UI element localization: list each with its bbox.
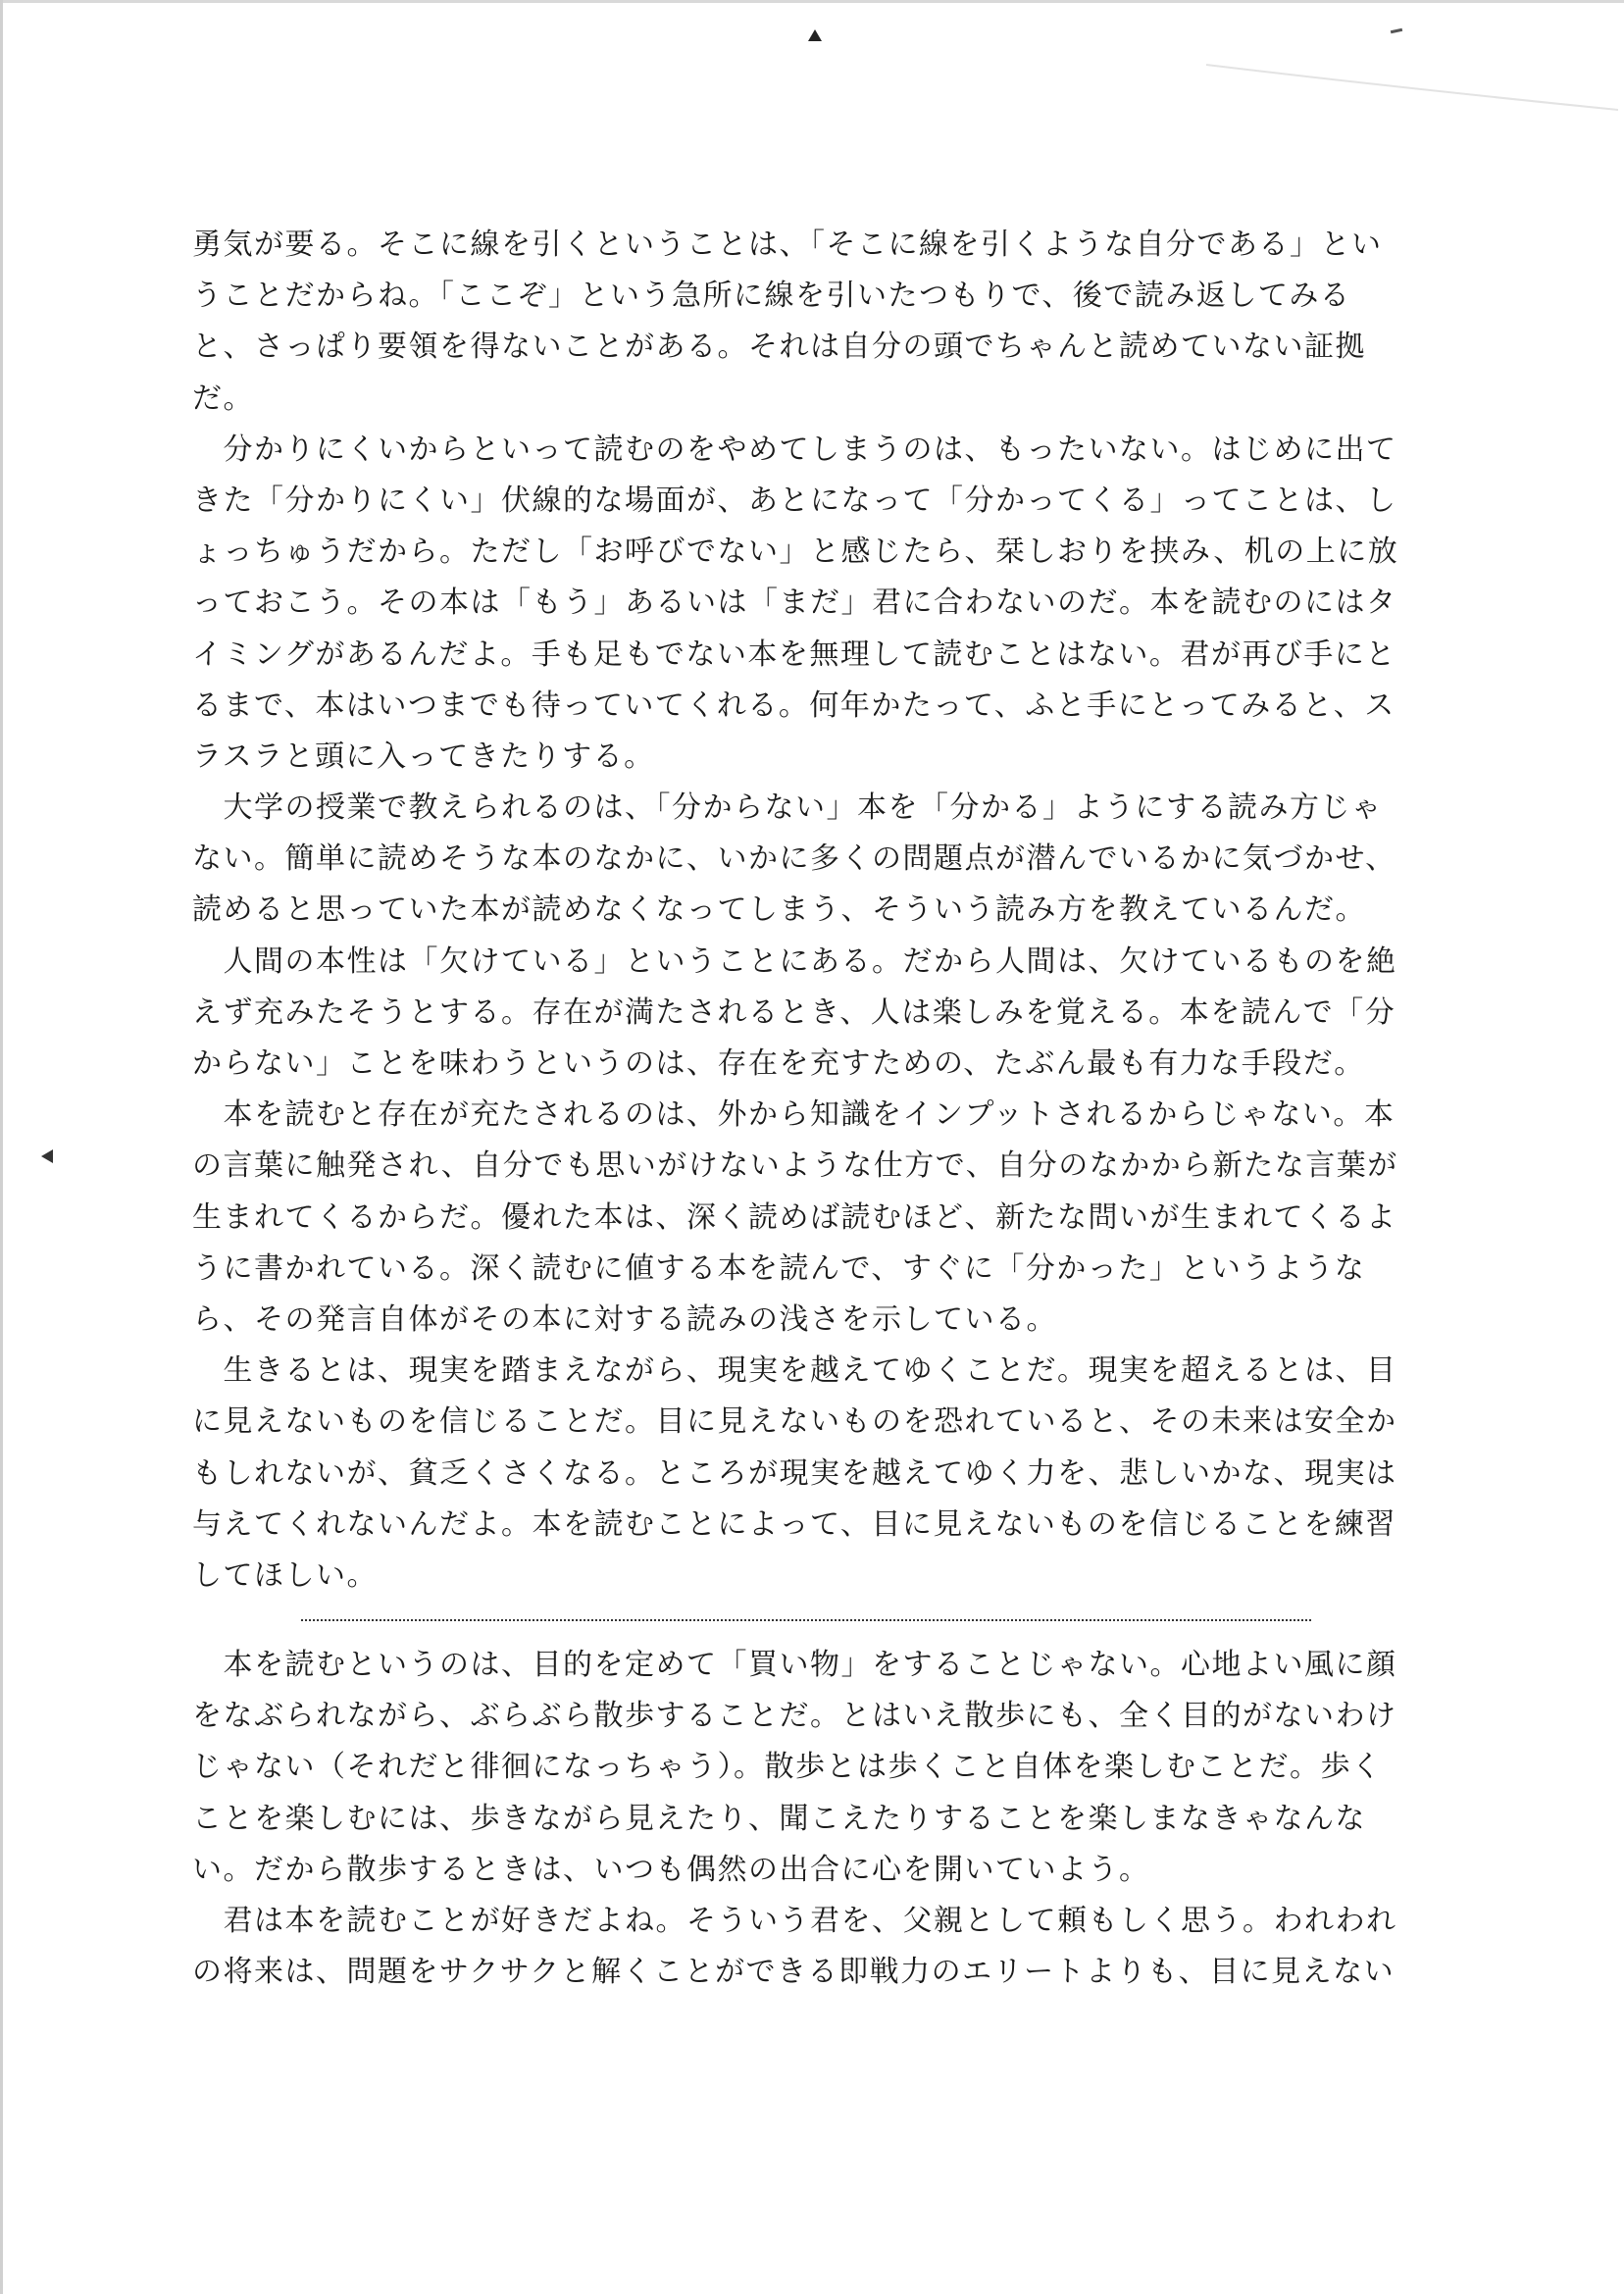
text-line: だ。 <box>192 381 254 416</box>
registration-mark-top <box>808 29 822 41</box>
text-line: 生まれてくるからだ。優れた本は、深く読めば読むほど、新たな問いが生まれてくるよ <box>192 1199 1397 1235</box>
paragraph-6 <box>192 1346 1428 1602</box>
section-divider <box>301 1619 1311 1621</box>
paragraph-3 <box>192 783 1428 937</box>
text-block-before-divider <box>192 220 1428 1602</box>
text-line: の言葉に触発され、自分でも思いがけないような仕方で、自分のなかから新たな言葉が <box>192 1148 1398 1184</box>
text-line: 大学の授業で教えられるのは、「分からない」本を「分かる」ようにする読み方じゃ <box>192 790 1383 826</box>
paragraph-7 <box>192 1640 1428 1896</box>
scan-speck <box>1391 28 1402 33</box>
paragraph-4 <box>192 937 1428 1091</box>
text-line: 読めると思っていた本が読めなくなってしまう、そういう読み方を教えているんだ。 <box>192 892 1366 928</box>
text-line: っておこう。その本は「もう」あるいは「まだ」君に合わないのだ。本を読むのにはタ <box>192 586 1397 621</box>
text-line: をなぶられながら、ぶらぶら散歩することだ。とはいえ散歩にも、全く目的がないわけ <box>192 1699 1397 1734</box>
text-line: してほしい。 <box>192 1557 378 1593</box>
text-line: い。だから散歩するときは、いつも偶然の出合に心を開いていよう。 <box>192 1852 1150 1887</box>
text-line: 勇気が要る。そこに線を引くということは、「そこに線を引くような自分である」とい <box>192 228 1383 262</box>
text-line: うことだからね。「ここぞ」という急所に線を引いたつもりで、後で読み返してみる <box>192 279 1351 314</box>
text-line: ない。簡単に読めそうな本のなかに、いかに多くの問題点が潜んでいるかに気づかせ、 <box>192 841 1396 877</box>
text-line: 人間の本性は「欠けている」ということにある。だから人間は、欠けているものを絶 <box>192 943 1397 979</box>
text-line: ラスラと頭に入ってきたりする。 <box>192 739 655 774</box>
text-line: イミングがあるんだよ。手も足もでない本を無理して読むことはない。君が再び手にと <box>192 637 1396 672</box>
text-line: 君は本を読むことが好きだよね。そういう君を、父親として頼もしく思う。われわれ <box>192 1903 1397 1938</box>
text-line: の将来は、問題をサクサクと解くことができる即戦力のエリートよりも、目に見えない <box>192 1955 1396 1990</box>
text-line: からない」ことを味わうというのは、存在を充すための、たぶん最も有力な手段だ。 <box>192 1046 1365 1081</box>
paragraph-1 <box>192 220 1428 425</box>
text-line: きた「分かりにくい」伏線的な場面が、あとになって「分かってくる」ってことは、し <box>192 483 1397 518</box>
text-line: ら、その発言自体がその本に対する読みの浅さを示している。 <box>192 1301 1057 1337</box>
text-line: に見えないものを信じることだ。目に見えないものを恐れていると、その未来は安全か <box>192 1404 1397 1440</box>
text-line: ょっちゅうだから。ただし「お呼びでない」と感じたら、栞しおりを挟み、机の上に放 <box>192 535 1399 570</box>
text-line: 生きるとは、現実を踏まえながら、現実を越えてゆくことだ。現実を超えるとは、目 <box>192 1353 1397 1389</box>
text-line: と、さっぱり要領を得ないことがある。それは自分の頭でちゃんと読めていない証拠 <box>192 330 1366 365</box>
paragraph-8 <box>192 1896 1428 1998</box>
text-line: うに書かれている。深く読むに値する本を読んで、すぐに「分かった」というような <box>192 1250 1366 1286</box>
text-line: ことを楽しむには、歩きながら見えたり、聞こえたりすることを楽しまなきゃなんな <box>192 1801 1366 1836</box>
text-line: 与えてくれないんだよ。本を読むことによって、目に見えないものを信じることを練習 <box>192 1506 1396 1542</box>
text-line: 分かりにくいからといって読むのをやめてしまうのは、もったいない。はじめに出て <box>192 432 1397 467</box>
text-block-after-divider <box>192 1640 1428 1998</box>
scan-curve <box>1206 59 1618 118</box>
scan-edge-top <box>0 0 1624 3</box>
text-line: 本を読むというのは、目的を定めて「買い物」をすることじゃない。心地よい風に顔 <box>192 1648 1397 1682</box>
text-line: るまで、本はいつまでも待っていてくれる。何年かたって、ふと手にとってみると、ス <box>192 688 1396 723</box>
registration-mark-left <box>41 1149 53 1163</box>
text-line: もしれないが、貧乏くさくなる。ところが現実を越えてゆく力を、悲しいかな、現実は <box>192 1455 1397 1491</box>
text-line: 本を読むと存在が充たされるのは、外から知識をインプットされるからじゃない。本 <box>192 1097 1396 1133</box>
paragraph-5 <box>192 1090 1428 1346</box>
text-line: えず充みたそうとする。存在が満たされるとき、人は楽しみを覚える。本を読んで「分 <box>192 994 1396 1030</box>
paragraph-2 <box>192 425 1428 783</box>
scan-edge-left <box>0 0 3 2294</box>
text-line: じゃない（それだと徘徊になっちゃう）。散歩とは歩くこと自体を楽しむことだ。歩く <box>192 1750 1383 1785</box>
